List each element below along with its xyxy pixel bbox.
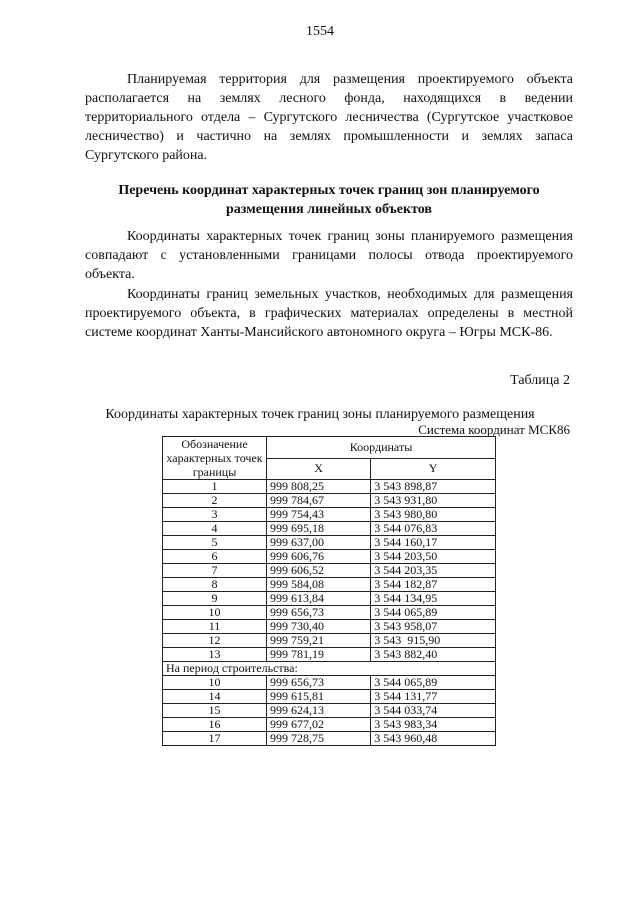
table-row: 9 999 613,84 3 544 134,95 [163, 592, 496, 606]
table-label: Таблица 2 [510, 373, 570, 388]
table-row: 12 999 759,21 3 543 915,90 [163, 634, 496, 648]
table-row: 10 999 656,73 3 544 065,89 [163, 676, 496, 690]
paragraph-territory: Планируемая территория для размещения проектируемого объекта располагается на землях лесного фонда, находящихся в ведении территориального отдела – Сургутского лесничества (Сургутское участковое лесничество) и частично на землях промышленности и землях запаса Сургутского района. [85, 72, 573, 163]
table-row: 2 999 784,67 3 543 931,80 [163, 494, 496, 508]
table-row: 10 999 656,73 3 544 065,89 [163, 606, 496, 620]
header-x: X [267, 458, 371, 480]
table-row: 4 999 695,18 3 544 076,83 [163, 522, 496, 536]
coordinate-system-label: Система координат МСК86 [418, 422, 570, 437]
table-row: 1 999 808,25 3 543 898,87 [163, 480, 496, 494]
table-row: 15 999 624,13 3 544 033,74 [163, 704, 496, 718]
table-body [163, 480, 496, 746]
table-row: 11 999 730,40 3 543 958,07 [163, 620, 496, 634]
table-row: 7 999 606,52 3 544 203,35 [163, 564, 496, 578]
paragraph-coordinates-match: Координаты характерных точек границ зоны планируемого размещения совпадают с установленными границами полосы отвода проектируемого объекта. [85, 229, 573, 282]
table-row: 14 999 615,81 3 544 131,77 [163, 690, 496, 704]
page-number: 1554 [306, 24, 334, 39]
table-row: 16 999 677,02 3 543 983,34 [163, 718, 496, 732]
header-point-designation: Обозначение характерных точек границы [163, 437, 267, 480]
paragraph-coordinate-system: Координаты границ земельных участков, необходимых для размещения проектируемого объекта, в графических материалах определены в местной системе координат Ханты-Мансийского автономного округа – Югры МСК-86. [85, 287, 573, 340]
table-row: 8 999 584,08 3 544 182,87 [163, 578, 496, 592]
table-row: 3 999 754,43 3 543 980,80 [163, 508, 496, 522]
table-title: Координаты характерных точек границ зоны планируемого размещения [105, 407, 535, 422]
table-section-row [163, 662, 496, 676]
table-row: 6 999 606,76 3 544 203,50 [163, 550, 496, 564]
header-coordinates: Координаты [267, 437, 496, 459]
construction-period-label: На период строительства: [163, 662, 496, 676]
section-heading: Перечень координат характерных точек границ зон планируемого размещения линейных объектов [118, 183, 540, 217]
table-row: 5 999 637,00 3 544 160,17 [163, 536, 496, 550]
header-y: Y [371, 458, 496, 480]
table-row: 13 999 781,19 3 543 882,40 [163, 648, 496, 662]
coordinates-table [162, 436, 496, 746]
table-row: 17 999 728,75 3 543 960,48 [163, 732, 496, 746]
